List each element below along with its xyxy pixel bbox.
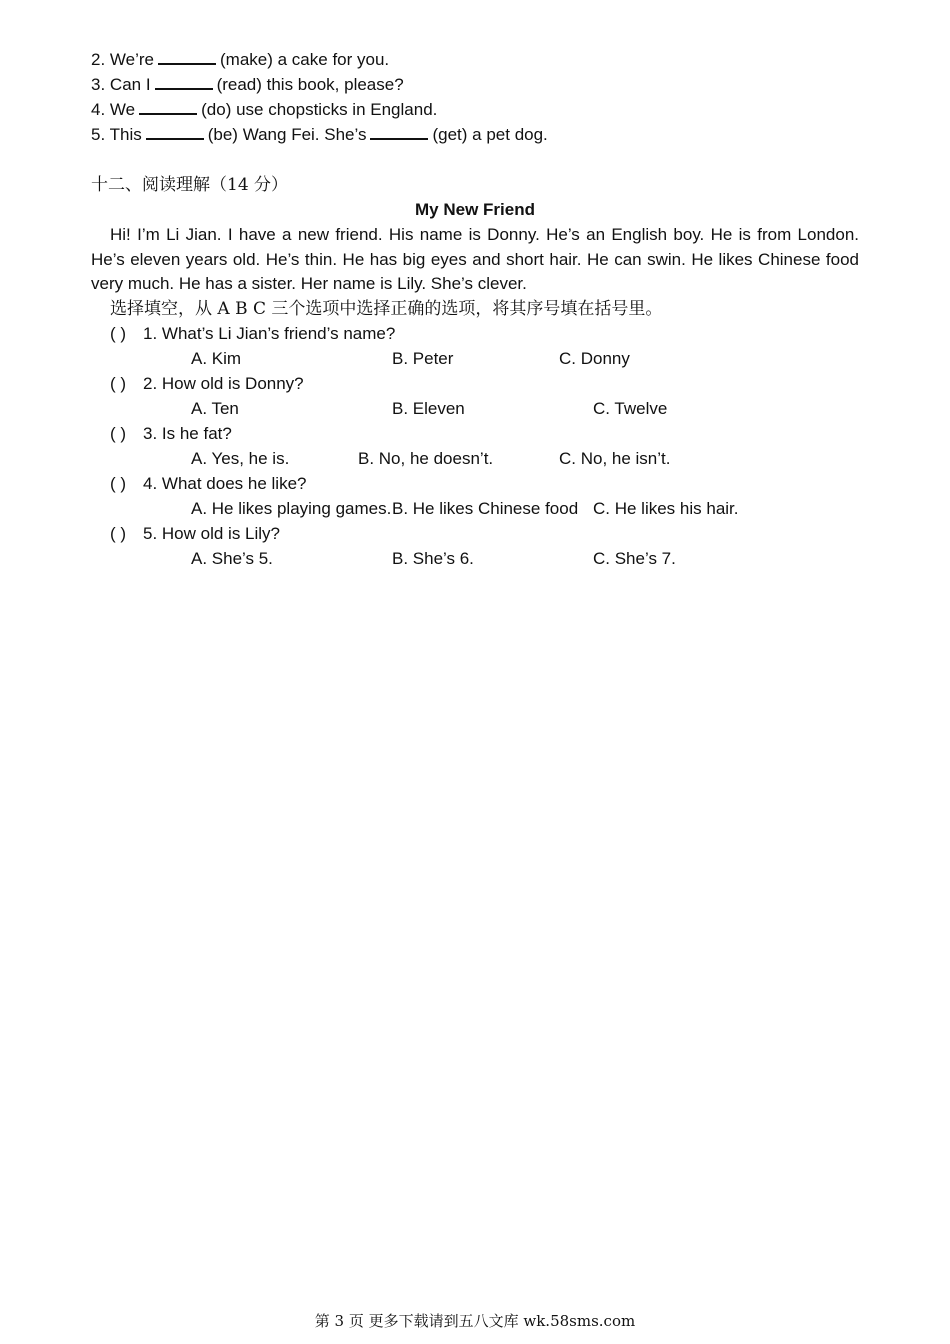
page-footer: 第 3 页 更多下载请到五八文库 wk.58sms.com [314, 1312, 636, 1330]
option-b: B. She’s 6. [392, 549, 474, 568]
answer-blank[interactable] [158, 49, 216, 65]
answer-blank[interactable] [155, 74, 213, 90]
option-b: B. He likes Chinese food [392, 499, 579, 518]
fill-in-item-5 [91, 124, 548, 146]
section-heading: 十二、阅读理解（14 分） [91, 175, 289, 195]
option-a: A. Kim [191, 349, 242, 368]
item-text-post: (read) this book, please? [216, 75, 404, 94]
question-text: 1. What’s Li Jian’s friend’s name? [143, 324, 396, 343]
item-text-mid: (be) Wang Fei. She’s [207, 125, 367, 144]
item-text-pre: We’re [109, 50, 155, 69]
option-a: A. Yes, he is. [191, 449, 290, 468]
option-c: C. Twelve [593, 399, 668, 418]
item-number: 2. [91, 50, 106, 69]
item-text-pre: This [109, 125, 142, 144]
item-text-post: (make) a cake for you. [220, 50, 390, 69]
item-number: 3. [91, 75, 106, 94]
item-text-pre: We [109, 100, 136, 119]
answer-parentheses[interactable]: ( ) [110, 524, 127, 543]
reading-passage: Hi! I’m Li Jian. I have a new friend. His name is Donny. He’s an English boy. He is from London. He’s eleven years old. He’s thin. He has big eyes and short hair. He can swin. He likes Chinese food very much. He has a sister. Her name is Lily. She’s clever. [91, 225, 859, 293]
answer-blank[interactable] [146, 124, 204, 140]
option-a: A. He likes playing games. [191, 499, 392, 518]
question-text: 4. What does he like? [143, 474, 307, 493]
option-a: A. Ten [191, 399, 239, 418]
option-b: B. Peter [392, 349, 454, 368]
instruction: 选择填空，从 A B C 三个选项中选择正确的选项，将其序号填在括号里。 [110, 299, 663, 319]
question-text: 2. How old is Donny? [143, 374, 304, 393]
option-b: B. Eleven [392, 399, 465, 418]
item-number: 4. [91, 100, 106, 119]
question-text: 3. Is he fat? [143, 424, 232, 443]
answer-blank[interactable] [370, 124, 428, 140]
passage-title: My New Friend [415, 200, 535, 219]
option-c: C. He likes his hair. [593, 499, 739, 518]
answer-parentheses[interactable]: ( ) [110, 424, 127, 443]
answer-parentheses[interactable]: ( ) [110, 324, 127, 343]
option-a: A. She’s 5. [191, 549, 273, 568]
option-c: C. She’s 7. [593, 549, 676, 568]
fill-in-item-2 [91, 49, 389, 71]
option-c: C. Donny [559, 349, 630, 368]
option-c: C. No, he isn’t. [559, 449, 671, 468]
answer-blank[interactable] [139, 99, 197, 115]
answer-parentheses[interactable]: ( ) [110, 474, 127, 493]
answer-parentheses[interactable]: ( ) [110, 374, 127, 393]
item-number: 5. [91, 125, 106, 144]
fill-in-item-3 [91, 74, 404, 96]
fill-in-item-4 [91, 99, 437, 121]
item-text-pre: Can I [109, 75, 151, 94]
item-text-post: (get) a pet dog. [432, 125, 548, 144]
option-b: B. No, he doesn’t. [358, 449, 494, 468]
item-text-post: (do) use chopsticks in England. [201, 100, 438, 119]
question-text: 5. How old is Lily? [143, 524, 281, 543]
